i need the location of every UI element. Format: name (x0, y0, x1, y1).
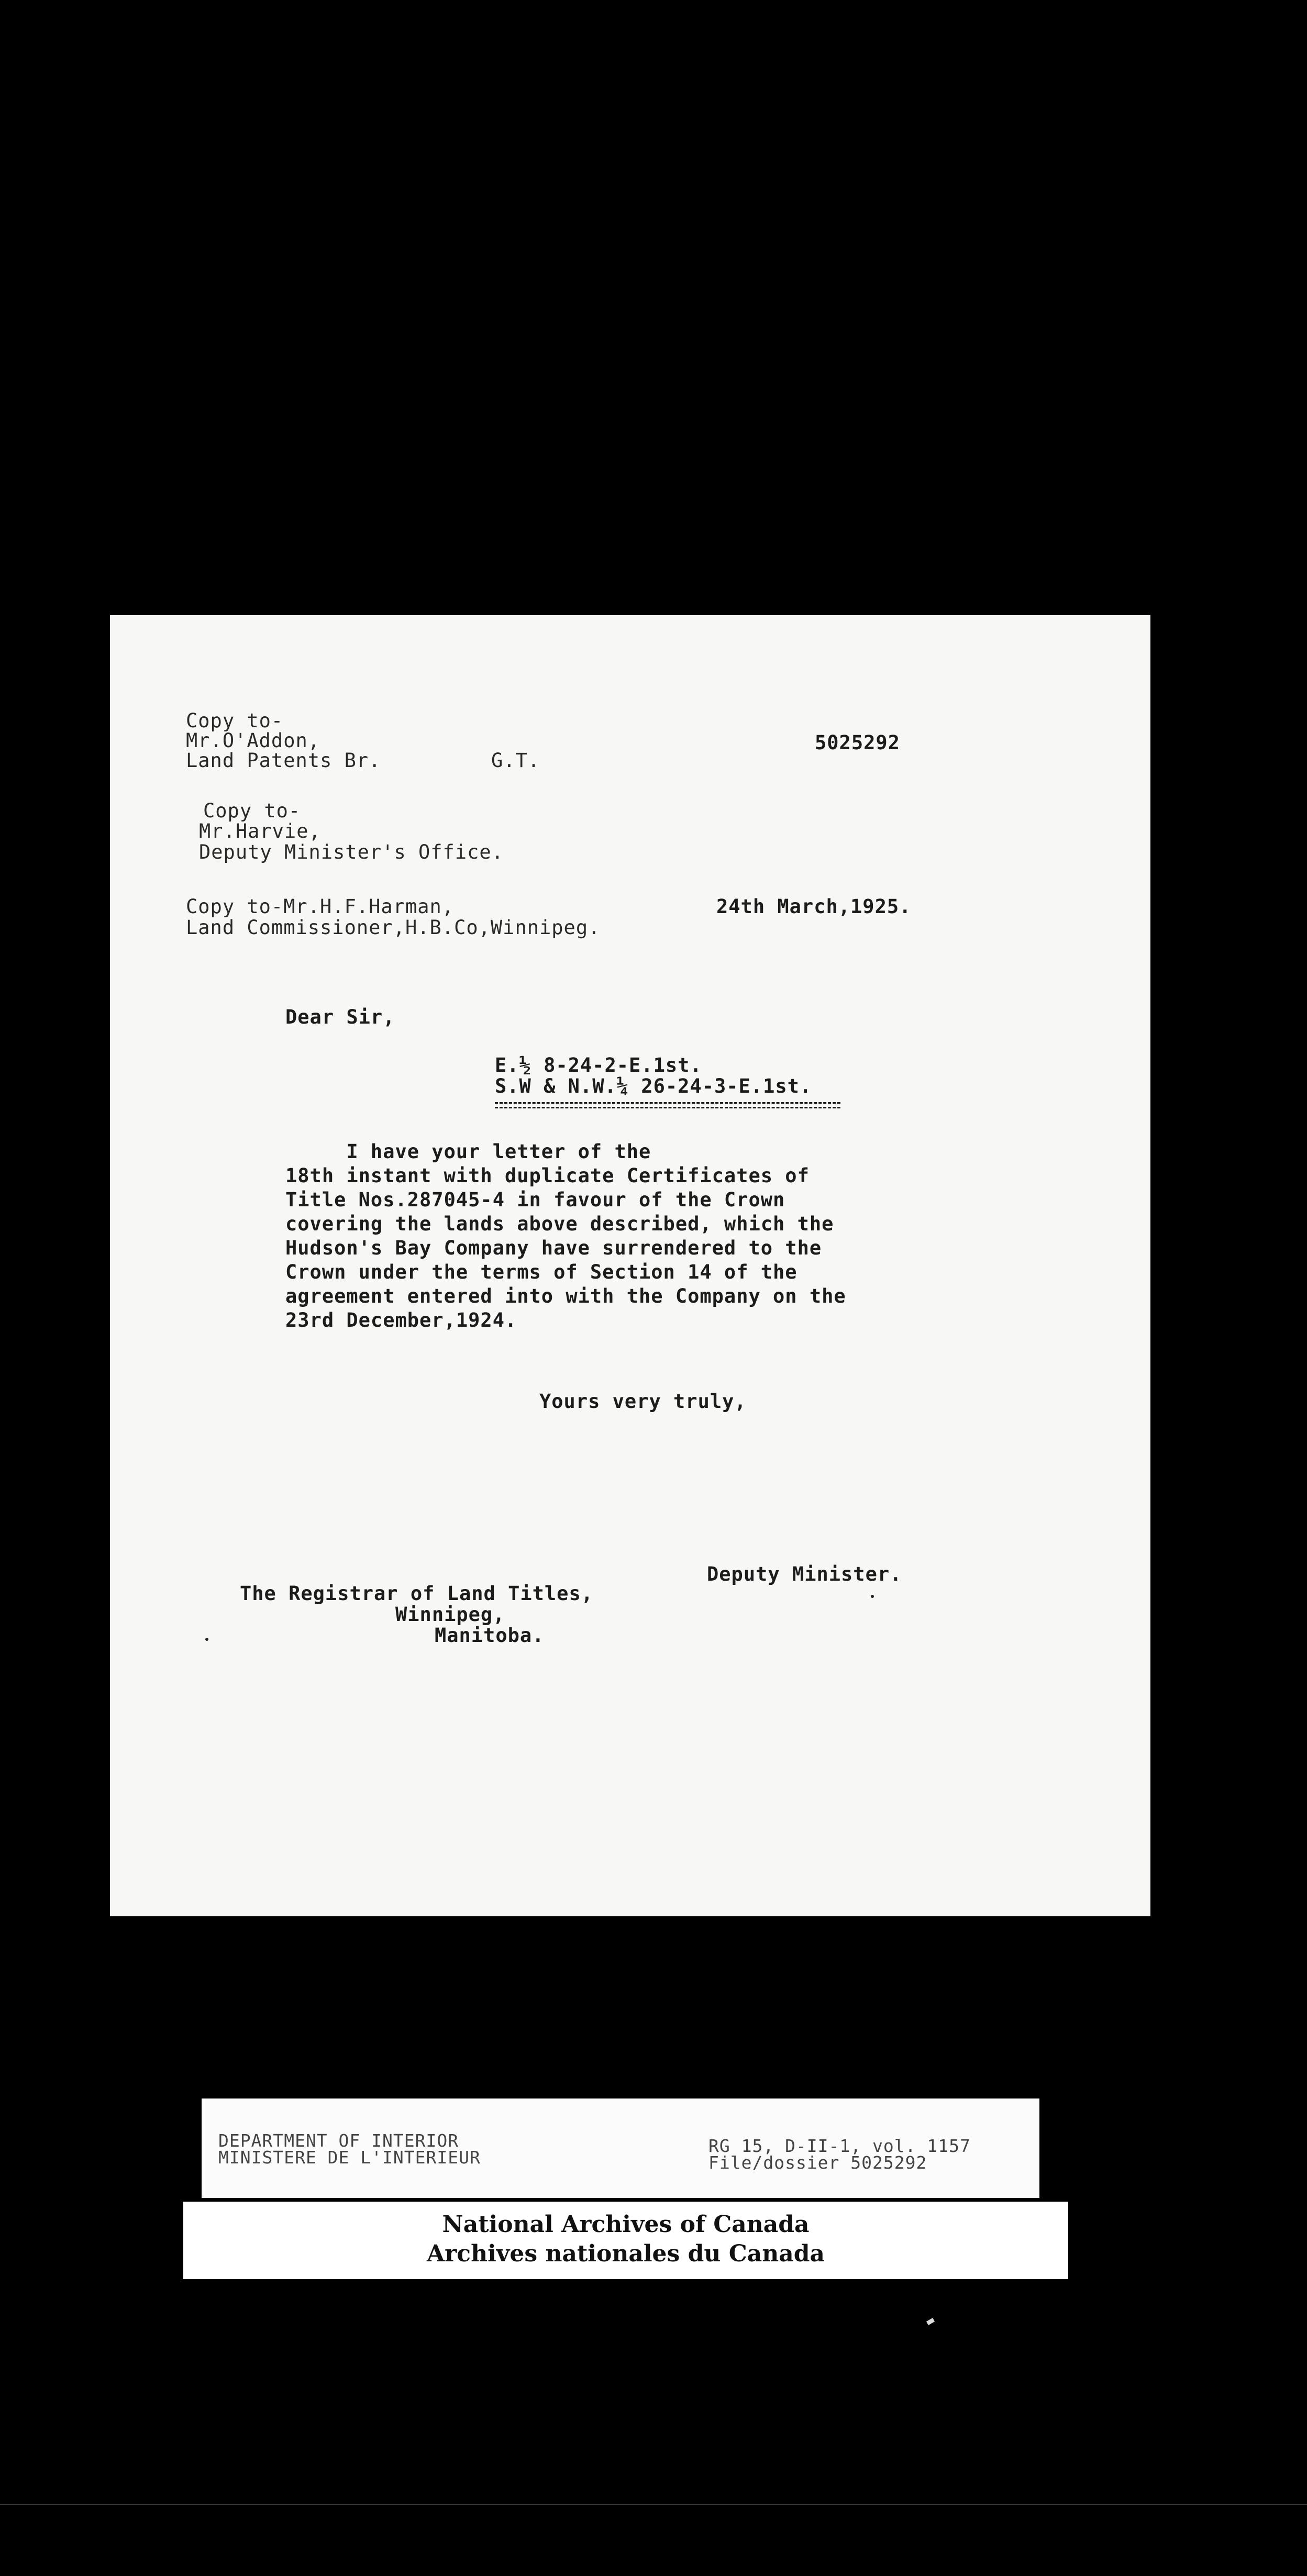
body-line: I have your letter of the (285, 1140, 651, 1163)
stray-mark (871, 1595, 874, 1598)
cc1-line3: Land Patents Br. (186, 749, 381, 772)
cc3-line2: Land Commissioner,H.B.Co,Winnipeg. (186, 916, 601, 939)
file-dossier: File/dossier 5025292 (708, 2152, 927, 2173)
film-speck (926, 2318, 935, 2325)
letter-date: 24th March,1925. (716, 895, 912, 918)
body-line: 23rd December,1924. (285, 1309, 517, 1331)
initials: G.T. (491, 749, 540, 772)
file-number: 5025292 (815, 731, 900, 754)
rg-reference: RG 15, D-II-1, vol. 1157 (708, 2136, 971, 2156)
body-line: covering the lands above described, which the (285, 1213, 834, 1235)
signature-title: Deputy Minister. (707, 1563, 902, 1585)
body-line: Crown under the terms of Section 14 of the (285, 1261, 798, 1283)
stray-mark (205, 1638, 208, 1641)
body-line: agreement entered into with the Company on the (285, 1285, 846, 1307)
cc2-line3: Deputy Minister's Office. (199, 841, 504, 863)
subject-underline (495, 1102, 840, 1108)
body-line: Title Nos.287045-4 in favour of the Crown (285, 1189, 785, 1211)
institution-fr: Archives nationales du Canada (426, 2240, 825, 2267)
subject-line2: S.W & N.W.¼ 26-24-3-E.1st. (495, 1075, 812, 1097)
cc1-line2: Mr.O'Addon, (186, 729, 320, 752)
dept-en: DEPARTMENT OF INTERIOR (218, 2130, 459, 2151)
dept-fr: MINISTERE DE L'INTERIEUR (218, 2147, 481, 2168)
cc2-line1: Copy to- (203, 800, 301, 822)
institution-en: National Archives of Canada (442, 2211, 810, 2238)
archive-reference-label (202, 2098, 1039, 2198)
addressee-line2: Winnipeg, (395, 1603, 505, 1626)
cc1-line1: Copy to- (186, 709, 284, 732)
cc2-line2: Mr.Harvie, (199, 820, 321, 842)
institution-label (183, 2202, 1068, 2279)
cc3-line1: Copy to-Mr.H.F.Harman, (186, 895, 455, 918)
salutation: Dear Sir, (285, 1006, 395, 1028)
closing: Yours very truly, (539, 1390, 747, 1413)
body-line: 18th instant with duplicate Certificates of (285, 1164, 810, 1187)
addressee-line1: The Registrar of Land Titles, (240, 1582, 594, 1605)
addressee-line3: Manitoba. (435, 1624, 545, 1647)
body-line: Hudson's Bay Company have surrendered to the (285, 1237, 822, 1259)
film-edge-line (0, 2504, 1307, 2505)
subject-line1: E.½ 8-24-2-E.1st. (495, 1054, 702, 1076)
